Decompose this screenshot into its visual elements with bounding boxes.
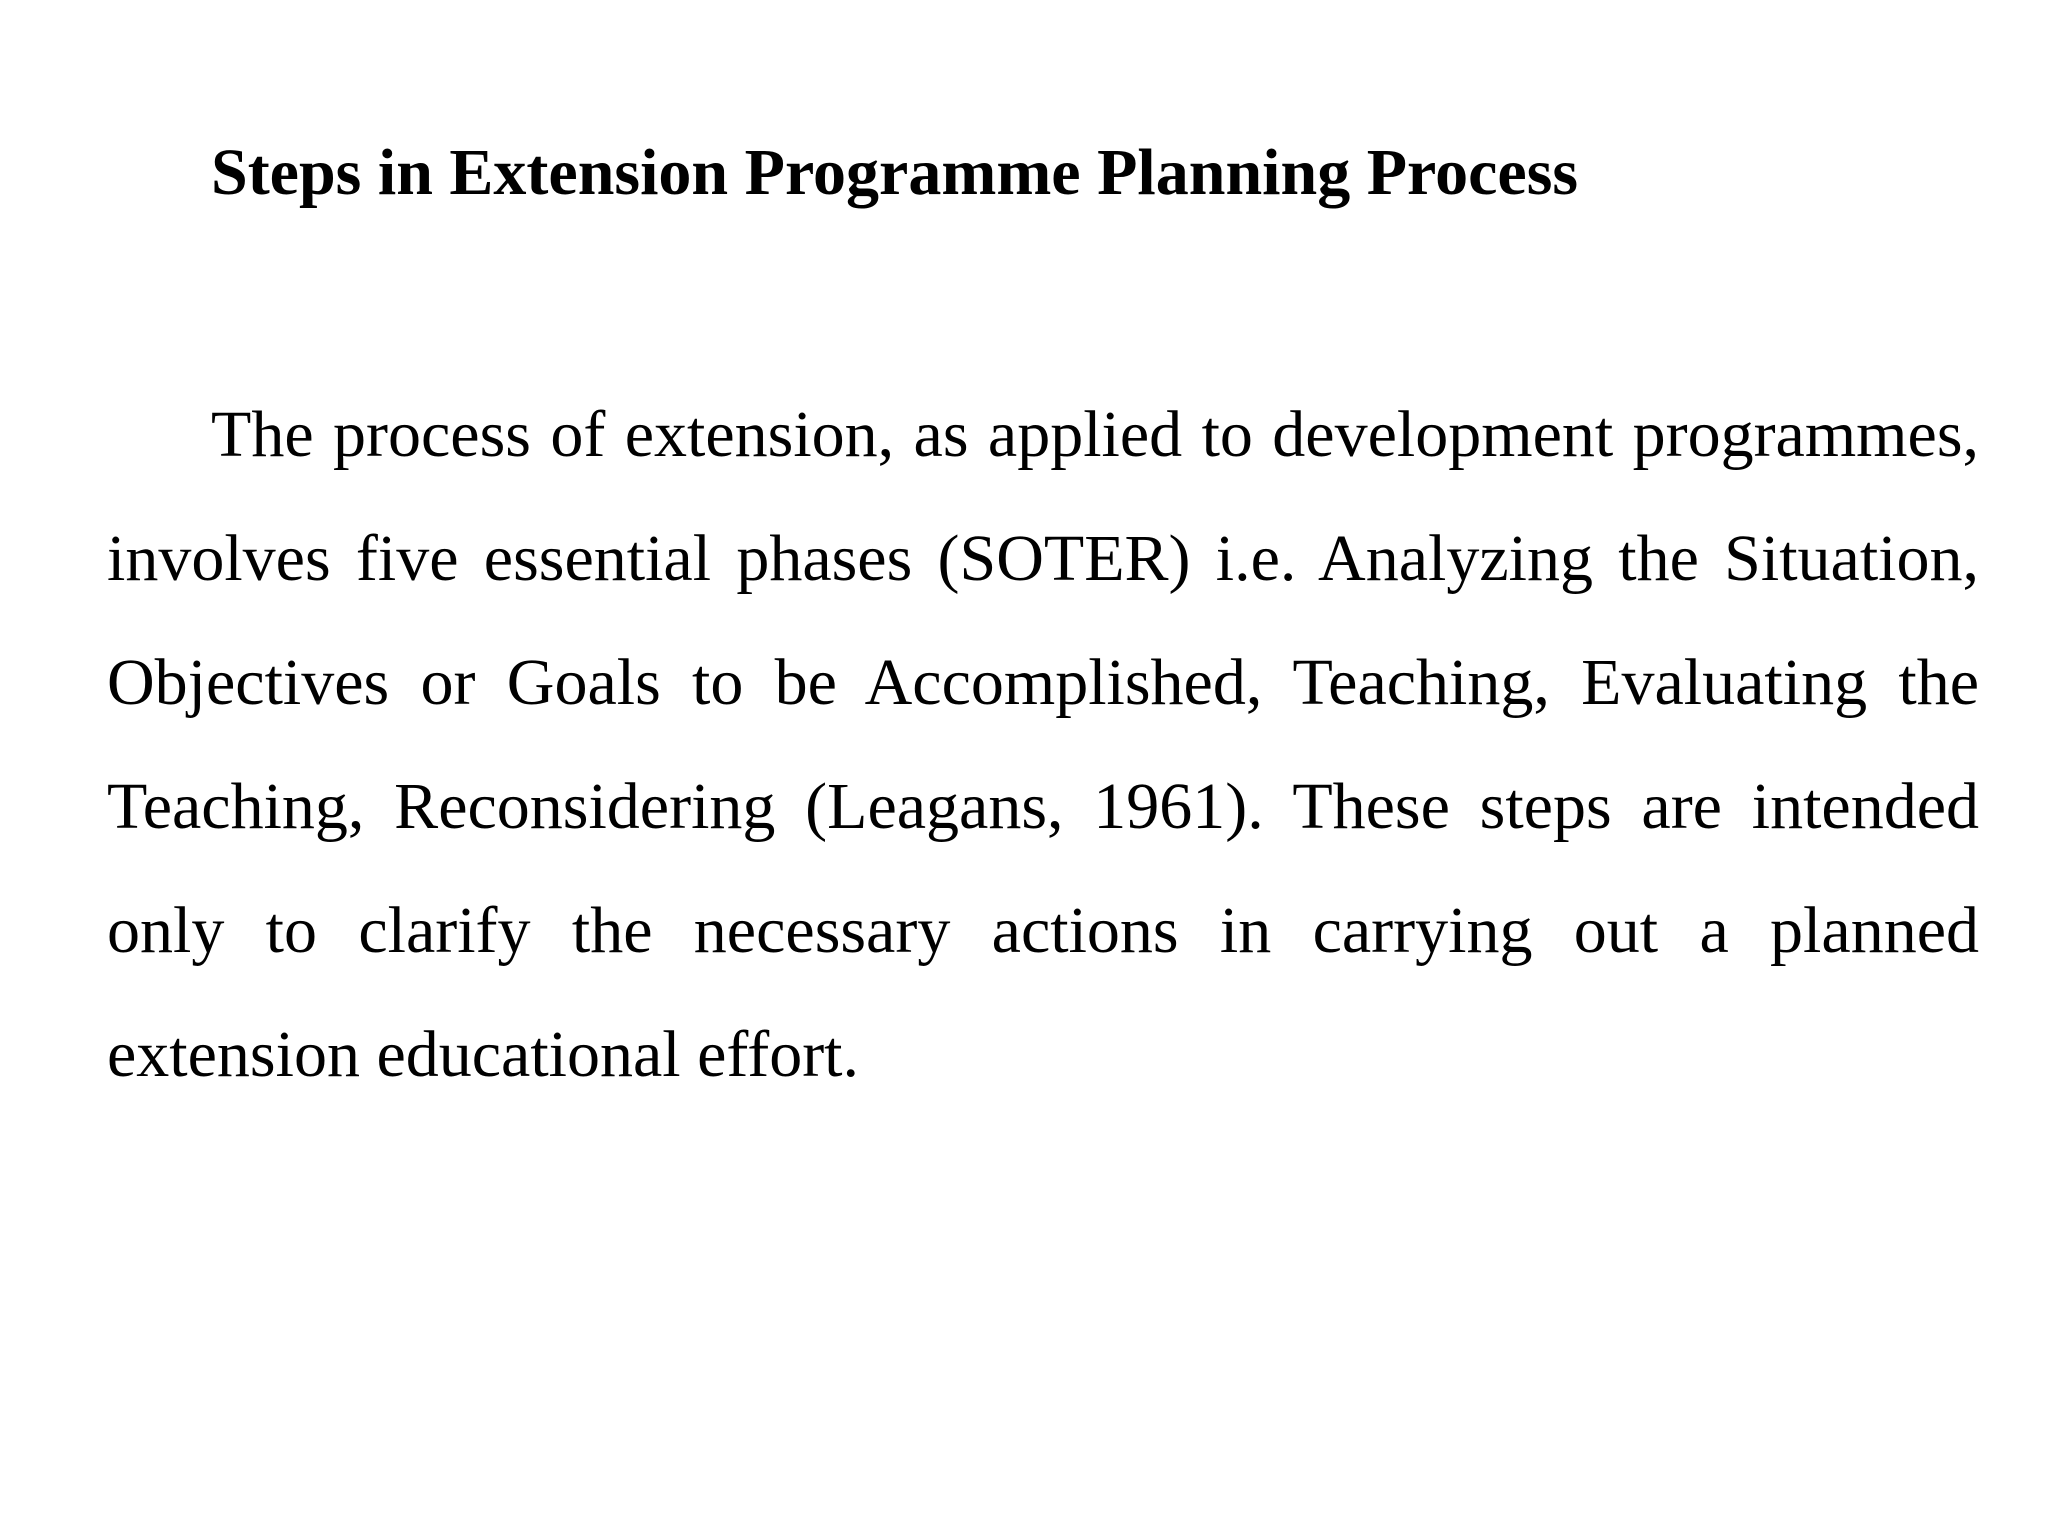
body-paragraph: The process of extension, as applied to development programmes, involves five essential phases (SOTER) i.e. Analyzing the Situation, Objectives or Goals to be Accomplished, Teaching, Evaluating the Teaching, Reconsidering (Leagans, 1961). These steps are intended only to clarify the necessary actions in carrying out a planned extension educational effort.	[107, 398, 1979, 1091]
page-title: Steps in Extension Programme Planning Process	[211, 136, 1579, 209]
